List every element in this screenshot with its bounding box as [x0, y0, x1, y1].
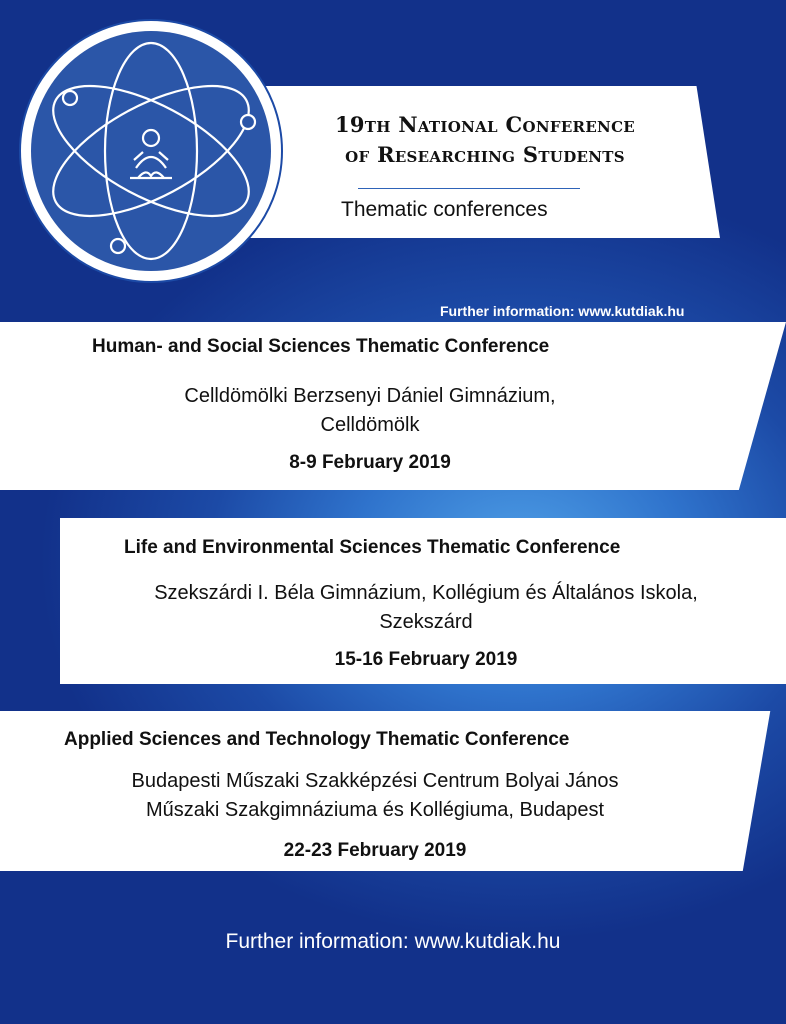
conference-3-title: Applied Sciences and Technology Thematic Conference	[64, 729, 570, 750]
conference-2-venue: Szekszárdi I. Béla Gimnázium, Kollégium és Általános Iskola, Szekszárd	[154, 582, 698, 633]
conference-2-title: Life and Environmental Sciences Thematic Conference	[124, 537, 621, 558]
atom-logo	[18, 18, 284, 284]
title-divider	[358, 188, 580, 189]
subtitle: Thematic conferences	[341, 198, 548, 221]
conference-1-title: Human- and Social Sciences Thematic Conference	[92, 336, 550, 357]
conference-1-date: 8-9 February 2019	[289, 452, 451, 473]
conference-3-date: 22-23 February 2019	[283, 840, 467, 861]
top-further-information[interactable]: Further information: www.kutdiak.hu	[440, 303, 685, 319]
conference-title-line1: 19th National Conference	[334, 112, 636, 137]
bottom-further-information[interactable]: Further information: www.kutdiak.hu	[225, 930, 561, 953]
conference-title-line2: of Researching Students	[345, 142, 625, 167]
conference-2-date: 15-16 February 2019	[334, 649, 518, 670]
conference-3-venue: Budapesti Műszaki Szakképzési Centrum Bolyai János Műszaki Szakgimnáziuma és Kollégiuma, Budapest	[131, 770, 619, 821]
conference-1-venue: Celldömölki Berzsenyi Dániel Gimnázium, Celldömölk	[184, 385, 556, 436]
